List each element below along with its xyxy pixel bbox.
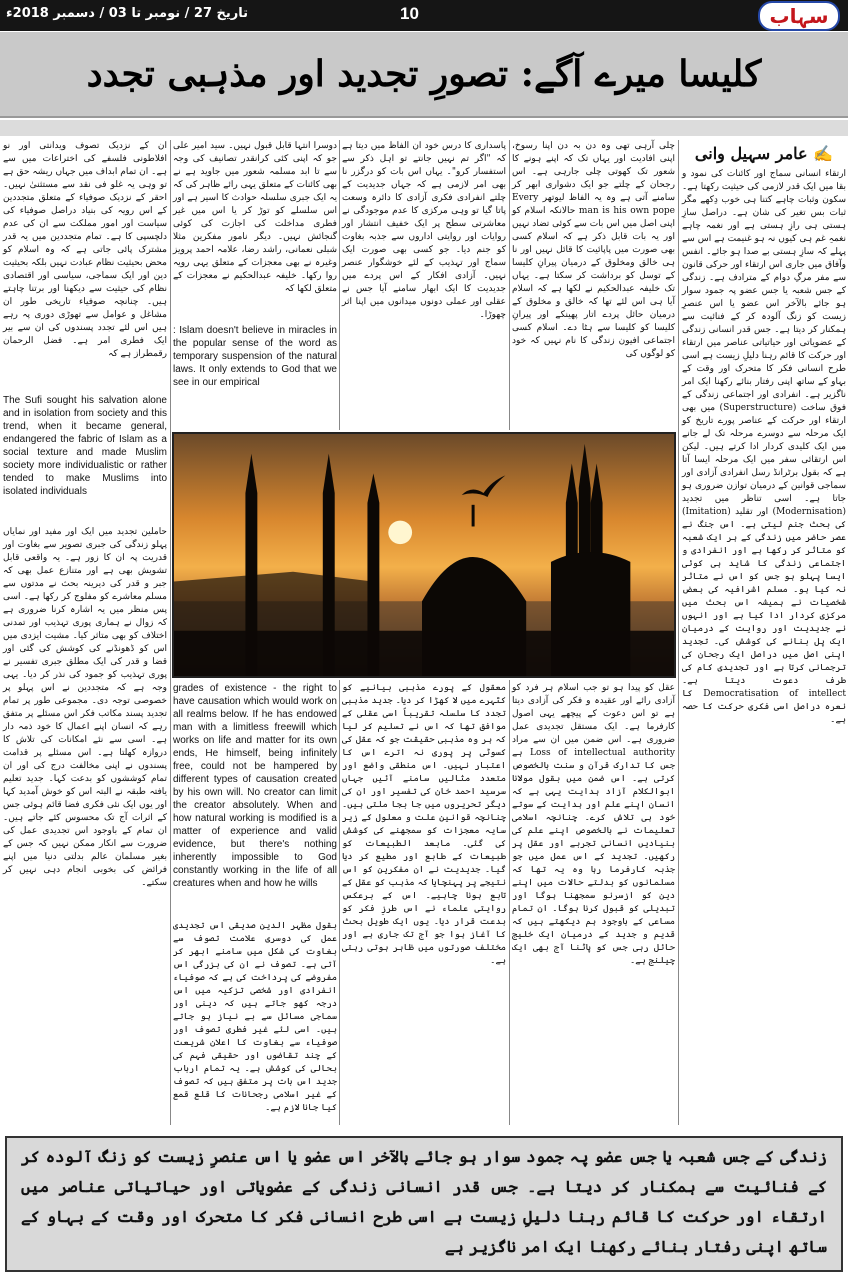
article-text: معقول کے پورے مذہبی بیانیے کو کٹہرے میں لا کھڑا کر دیا۔ جدید مذہبی تجدد کا سلسلہ تقریباً اسی عقلی کے موافق تھا کہ اس نے تسلیم کر لیا کہ ہر وہ مذہبی حقیقت جو کہ عقل کی کسوٹی پر پوری نہ اترے اس کا اعتبار نہیں۔ اس منطقی واضع اور متعدد مثالیں سامنے آئیں جہاں سرسید احمد خان کی تفسیر اور ان کی دیگر تحریروں میں جا بجا ملتی ہیں۔ چنانچہ قوانین علت و معلول کے زیر سایہ معجزات کو سمجھنے کی کوشش کی گئی۔ مابعد الطبیعات کو طبیعات کے طابع اور مطیع کر دیا گیا۔ جدیدیت نے ان مفکرین کو اس نتیجے پر پہنچایا کہ مذہب کو عقل کے تابع ہونا چاہیے۔ اس کے برعکس روایتی علماء نے اس طرزِ فکر کو بدعت قرار دیا۔ یوں ایک طویل بحث کا آغاز ہوا جو آج تک جاری ہے اور مختلف صورتوں میں ظاہر ہوتی رہتی ہے۔ [342,683,506,966]
page-header-bar [0,0,848,31]
column-d-top [173,140,337,320]
column-divider [339,680,340,1125]
quote-english-sufi: The Sufi sought his salvation alone and in isolation from society and this trend, when it became general, endangered the fabric of Islam as a social texture and made Muslim society more individualistic or rather tended to make Muslims into isolated individuals [3,395,167,497]
newspaper-logo: سہاب [758,1,840,31]
page-headline: کلیسا میرے آگے: تصورِ تجدید اور مذہبی تجدد [86,52,762,95]
article-text: ارتقاء انسانی سماج اور کائنات کی نمود و بقا میں ایک قدر لازمی کی حیثیت رکھتا ہے۔ سکون وثبات چاہے کتنا ہی خوب دِکھے مگر ثبات بس تغیر کی شان ہے۔ دراصل سازِ ہستی ہی رازِ ہستی ہے اور نغمہ چاہے نغمہِ غم ہی کیوں نہ ہو غنیمت ہے اس سے پہلے کہ سازِ ہستی بے صدا ہو جائے۔ انفس وآفاق میں جاری اس ارتقاء اور حرکی قانون سے مفر مرگِ دوام کے مترادف ہے۔ زندگی کے جس شعبہ یا جس عضو پہ جمود سوار ہو جائے بالآخر اس عضو یا اس عنصرِ زیست کو زنگ آلودہ کر کے فنائیت سے ہمکنار کر دیتا ہے۔ جس قدر انسانی زندگی کے عضویاتی اور حیاتیاتی عناصر میں ارتقاء اور حرکت کا قائم رہنا دلیلِ زیست ہے اسی طرح انسانی فکر کا متحرک اور وقت کے بہاو کے ساتھ اپنی رفتار بنائے رکھنا ایک امر ناگزیر ہے۔ انفرادی اور اجتماعی زندگی کے فوق ساخت (Superstructure) میں بھی ارتقاء اور حرکت کے عناصر پورے تاریخ کو ایک مرحلہ سے دوسرے مرحلہ تک لے جانے میں ایک کلیدی کردار ادا کرتے ہیں۔ لیکن اس ارتقائی سفر میں ایک مرحلہ ایسا آتا ہے کہ بقول برٹرانڈ رسل انفرادی آزادی اور سماجی قوانین کے درمیان توازن ضروری ہو جاتا ہے۔ اسی تناظر میں تجدید (Modernisation) اور تقلید (Imitation) کی بحث جنم لیتی ہے۔ اس جنگ نے عصر حاضر میں زندگی کے ہر ایک شعبہ کو متاثر کر رکھا ہے اور انفرادی و اجتماعی زندگی کا شاید ہی کوئی ایسا پہلو ہو جس کو اس نے متاثر نہ کیا ہو۔ مسلم اشرافیہ کی بعض شخصیات نے ہمیشہ اس بحث میں مرکزی کردار ادا کیا ہے اور انہوں نے جدیدیت اور روایت کے درمیان ایک پل بنانے کی کوشش کی۔ تجدید اپنی اصل میں دراصل ایک رجحان کی ترجمانی کرتا ہے اور تجدیدی کام کی طرف دعوت دیتا ہے۔ Democratisation of intellect کا نعرہ دراصل اسی فکری حرکت کا حصہ ہے۔ [682,169,846,725]
column-e-top [3,140,167,390]
column-divider [170,140,171,1125]
column-d-low [173,920,337,1125]
article-text: عقل کو پیدا ہو تو جب اسلام ہر فرد کو آزادی رائے اور عقیدہ و فکر کی آزادی دیتا ہے تو اس دعوت کے پیچھے یہی اصول کارفرما ہے۔ ایک مستقل تجدیدی عمل ضروری ہے۔ اس ضمن میں ان سے مراد Loss of intellectual authority ہے جس کا تدارک قرآن و سنت بالخصوص کرتی ہے۔ اس ضمن میں بقول مولانا ابوالکلام آزاد ہدایت یہی ہے کہ انسان اپنے علم اور ہدایت کے سوتے خود ہی تلاش کرے۔ چنانچہ اسلامی تعلیمات نے بالخصوص اپنے علم کی بنیادیں انسانی تجربے اور عقل پر رکھیں۔ تجدید کے اس عمل میں جو جذبہ کارفرما رہا وہ یہ تھا کہ مسلمانوں کو بدلتے حالات میں اپنے دین کو ازسرنو سمجھنا ہوگا اور تبدیلی کو قبول کرنا ہوگا۔ ان تمام مساعی کے باوجود ہم دیکھتے ہیں کہ قدیم و جدید کے درمیان ایک خلیج حائل رہی جس کو پاٹنا آج بھی ایک چیلنج ہے۔ [512,683,675,966]
quote-english-causation: grades of existence - the right to have causation which would work on all realms below. If he has endowed man with a limitless freewill which works on life and matter for its own ends, He himself, being infinitely free, could not be hampered by different types of causation created by his own will. No creator can limit the creator absolutely. When and how natural working is modified is a matter of experience and valid evidence, but there's nothing inherently impossible to God constantly working in the life of all creatures when and how he wills [173,683,337,889]
quote-english-miracles: : Islam doesn't believe in miracles in the popular sense of the word as temporary suspension of the natural laws. It only extends to God that we see in our empirical [173,325,337,388]
pen-icon: ✍ [807,144,834,163]
column-divider [509,680,510,1125]
column-c-low [342,682,506,1124]
column-e-low [3,526,167,1122]
column-c-top [342,140,506,428]
article-text: پاسداری کا درس خود ان الفاظ میں دیتا ہے کہ "اگر تم نہیں جانتے تو اہل ذکر سے استفسار کرو"۔ یہاں اس بات کو درگزر نا بھی امر لازمی ہے کہ جہاں جدیدیت کے چلتے انفرادی فکری آزادی کا دائرہ وسعت پاتا گیا تو وہی مرکزی کا عدم موجودگی نے معاشرتی سطح پر ایک خفیف انتشار اور روایات اور روایتی اداروں سے جذبہ بغاوت کو جنم دیا۔ جو کسی بھی صورت ایک سماج اور تہذیب کے لئے خوشگوار عنصر نہیں۔ آزادی افکار کے اس پردے میں جدیدیت کا ایک ابھار سامنے آیا جس نے عقلی اور عملی دونوں میدانوں میں اپنا اثر چھوڑا۔ [342,141,506,320]
column-divider [339,140,340,430]
divider-strip [0,120,848,136]
mosque-sunset-photo [172,432,676,678]
page-number: 10 [400,4,419,23]
column-divider [678,140,679,1125]
column-divider [509,140,510,430]
headline-band [0,32,848,118]
issue-date: تاریخ 27 / نومبر تا 03 / دسمبر 2018ء [6,6,249,21]
article-text: بقول مظہر الدین صدیقی اس تجدیدی عمل کی دوسری علامت تصوف سے بغاوت کی شکل میں سامنے ابھر کر آتی ہے۔ تصوف نے ان کی بزرگی اس مفروضے کی پرداخت کی ہے کہ صوفیاء انفرادی اور شخصی تزکیہ میں اس درجہ کھو جاتے ہیں کہ دینی اور سماجی مسائل سے بے نیاز ہو جاتے ہیں۔ اسی لئے غیر فطری تصوف اور صوفیاء سے بغاوت کا اعلان شریعت کے چند تقاضوں اور حقیقی فہم کی بحالی کی کوشش ہے۔ یہ تمام ارباب جدید اس بات پر متفق ہیں کہ تصوف کے غیر اسلامی رجحانات کا قلع قمع کیا جانا لازم ہے۔ [173,921,337,1113]
article-text: چلی آرہی تھی وہ دن بہ دن اپنا رسوخ، اپنی افادیت اور یہاں تک کہ اپنے ہونے کا شعور تک کھوتی چلی جارہی ہے۔ اس رجحان کے چلتے جو ایک دشواری ابھر کر سامنے آتی ہے وہ یہ الفاظ لیوتھر Every man is his own pope حالانکہ اسلام کو اپنی اصل میں اس بات سے کوئی تضاد نہیں اور یہ بات قابل ذکر ہے کہ اسلام کسی بھی صورت میں پاپائیت کا قائل نہیں اور نا ہی خالق ومخلوق کے درمیان پیرانِ کلیسا کے توسل کو برداشت کر سکتا ہے۔ یہاں تک خلیفہ عبدالحکیم نے لکھا ہے کہ اسلام آیا ہی اس لئے تھا کہ خالق و مخلوق کے درمیان حائل پردے اتار پھینکے اور پیرانِ کلیسا کو کلیسا سے ہٹا دے۔ اسلام کسی اجتماعی افیون زندگی کا نام نہیں کہ خود کو لوگوں کی [512,141,676,359]
pull-quote-box: زندگی کے جس شعبہ یا جس عضو پہ جمود سوار ہو جائے بالآخر اس عضو یا اس عنصرِ زیست کو زنگ آلودہ کر کے فنائیت سے ہمکنار کر دیتا ہے۔ جس قدر انسانی زندگی کے عضویاتی اور حیاتیاتی عناصر میں ارتقاء اور حرکت کا قائم رہنا دلیلِ زیست ہے اسی طرح انسانی فکر کا متحرک اور وقت کے بہاو کے ساتھ اپنی رفتار بنائے رکھنا ایک امر ناگزیر ہے [5,1136,843,1272]
column-b-low [512,682,675,1124]
column-b-top [512,140,675,428]
article-text: ان کے نزدیک تصوف ویدانتی اور نو افلاطونی فلسفے کی اختراعات میں سے ہے۔ ان تمام ابداف میں جہاں ریشہ حق ہے تو وہی یہ غلو فی نقد سے مستثنیٰ نہیں۔ احقر کے نزدیک صوفیاء کے متعلق متجددین کے اس رویہ کی بنیاد دراصل صوفیاء کی سیاست اور امور مملکت سے ان کی عدم دلچسپی کا ہے۔ تمام متجددین میں یہ قدر مشترک پائی جاتی ہے کہ وہ اسلام کو محض بحیثیت نظام عبادت نہیں بلکہ بحیثیت دین اور ایک سماجی، سیاسی اور اقتصادی نظام کی حیثیت سے دیکھنا اور برتنا چاہتے ہیں۔ چنانچہ صوفیاء تاریخی طور ان مشاغل و عوامل سے تھوڑی دوری پہ رہے ہیں اس لئے تجدد پسندوں کی ان سے بیر ایک فطری امر ہے۔ فضل الرحمان رقمطراز ہے کہ [2,141,167,359]
article-text: دوسرا انتہا قابل قبول نہیں۔ سید امیر علی جو کہ اپنی کئی کرانقدر تصانیف کی وجہ سے تا ابد مسلمہ شعور میں جاوید ہے نے بھی کائنات کے متعلق یہی رائے ظاہر کی کہ یہ ایک جبری سلسلہ حوادث کا اسیر ہے اور اس سلسلے کو توڑ کر یا اس میں غیر فطری مداخلت کی اجازت کی کوئی گنجائش نہیں۔ دیگر نامور مفکرین مثلا شبلی نعمانی، راشد رضا، علامہ احمد پرویز وغیرہ نے بھی معجزات کے متعلق یہی رویہ روا رکھا۔ خلیفہ عبدالحکیم نے معجزات کے متعلق لکھا کہ [173,141,337,294]
author-name: عامر سہیل وانی [694,144,808,163]
author-byline [682,140,846,168]
article-text: حاملین تجدید میں ایک اور مفید اور نمایاں پہلو زندگی کی جبری تصویر سے بغاوت اور قدریت پہ ان کا زور ہے۔ یہ واقعی قابل تشویش بھی ہے اور متنازع عمل بھی کہ جبر و قدر کی دیرینہ بحث نے مدتوں سے مسلم معاشرے کو مفلوج کر رکھا ہے۔ اسی پس منظر میں یہ اشارہ کرنا ضروری ہے کہ زوال نے ہماری پوری تہذیب اور تمدنی اختلاف کو بھی متاثر کیا۔ مشیت ایزدی میں اس کو ڈھونڈنے کی کوشش کی گئی اور قضا و قدر کی ایک مطلق جبری تفسیر نے پوری تہذیب کو جمود کی نذر کر دیا۔ یہی وجہ ہے کہ متجددین نے اس پہلو پر خصوصی توجہ دی۔ مجموعی طور پر تمام تجدید پسند مکاتب فکر اس مسئلے پر متفق رہے کہ انسان اپنے اعمال کا خود ذمہ دار ہے۔ اسی سے نئے امکانات کی تلاش کا دروازہ کھلتا ہے۔ اس مسئلے پر قدامت پسندوں نے اپنی مخالفت درج کی اور ان تمام کوششوں کو بدعت کہا۔ جدید تعلیم یافتہ طبقہ نے البتہ اس کو خوش آمدید کہا اور یوں ایک نئی فکری فضا قائم ہوئی جس کے اثرات آج تک محسوس کئے جاتے ہیں۔ ان تمام کے باوجود اس تجدیدی عمل کی ضرورت سے انکار ممکن نہیں کہ جس کے بغیر مسلمان عالم بدلتی دنیا میں اپنے فرائض کی بخوبی انجام دہی نہیں کر سکتے۔ [3,527,167,888]
column-right [682,140,846,1125]
